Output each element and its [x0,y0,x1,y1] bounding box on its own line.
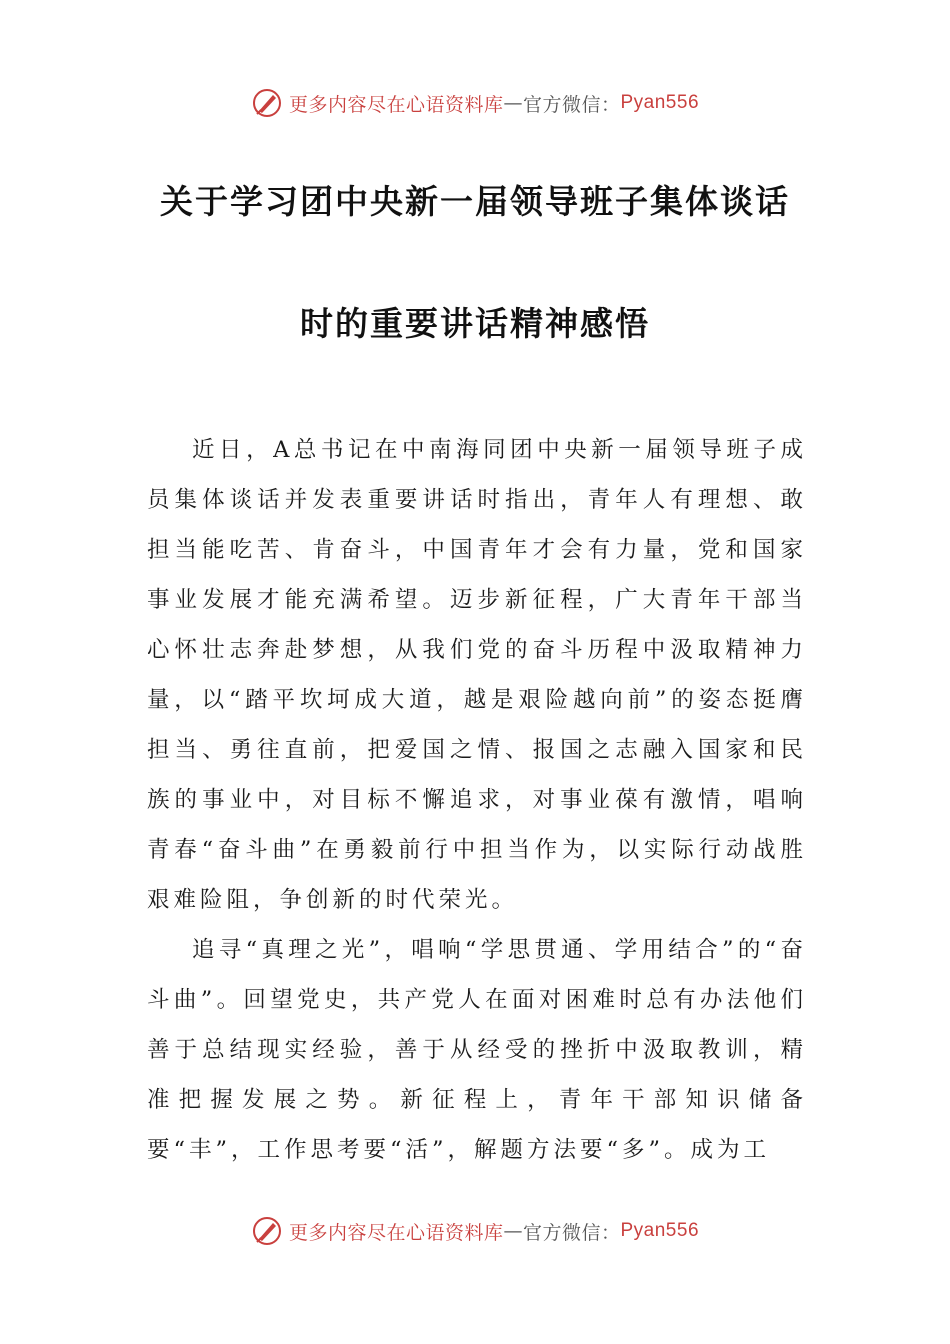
banner-text: 更多内容尽在心语资料库 [288,1221,504,1244]
document-body [147,425,807,1175]
banner-wechat-id: Pyan556 [620,92,700,113]
document-title-line-2: 时的重要讲话精神感悟 [300,304,650,343]
header-banner [0,83,950,123]
banner-separator: — [503,1220,523,1242]
quill-logo-icon [251,87,283,119]
document-title-line-1: 关于学习团中央新一届领导班子集体谈话 [160,182,790,221]
banner-wechat-id: Pyan556 [620,1220,700,1241]
quill-logo-icon [251,1215,283,1247]
banner-wechat-label: 官方微信： [522,93,621,116]
paragraph-1: 近日，A总书记在中南海同团中央新一届领导班子成员集体谈话并发表重要讲话时指出，青年人有理想、敢担当能吃苦、肯奋斗，中国青年才会有力量，党和国家事业发展才能充满希望。迈步新征程，广大青年干部当心怀壮志奔赴梦想，从我们党的奋斗历程中汲取精神力量，以“踏平坎坷成大道，越是艰险越向前”的姿态挺膺担当、勇往直前，把爱国之情、报国之志融入国家和民族的事业中，对目标不懈追求，对事业葆有激情，唱响青春“奋斗曲”在勇毅前行中担当作为，以实际行动战胜艰难险阻，争创新的时代荣光。 [147,437,807,913]
banner-wechat-label: 官方微信： [522,1221,621,1244]
paragraph-2: 追寻“真理之光”，唱响“学思贯通、学用结合”的“奋斗曲”。回望党史，共产党人在面对困难时总有办法他们善于总结现实经验，善于从经受的挫折中汲取教训，精准把握发展之势。新征程上，青年干部知识储备要“丰”，工作思考要“活”，解题方法要“多”。成为工 [147,937,807,1163]
footer-banner [0,1211,950,1251]
banner-separator: — [503,92,523,114]
banner-text: 更多内容尽在心语资料库 [288,93,504,116]
